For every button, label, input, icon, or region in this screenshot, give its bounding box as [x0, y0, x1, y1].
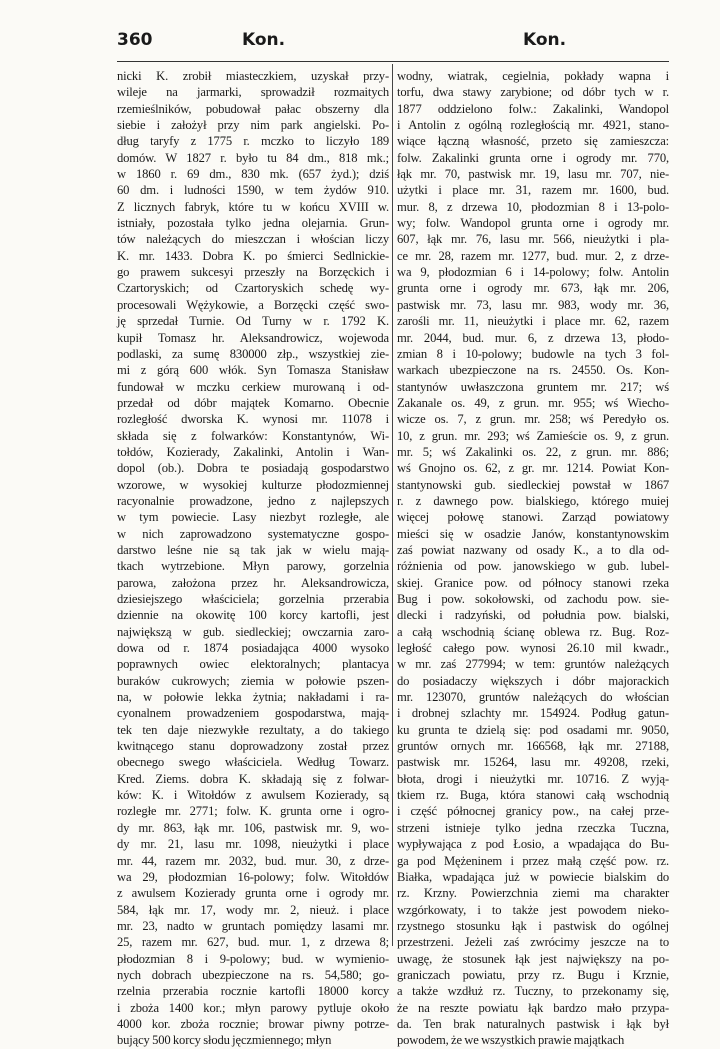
text-line: ga pod Mężeninem i przez małą część pow. rz.	[397, 853, 669, 868]
text-line: użytki i place mr. 31, razem mr. 1600, bud.	[397, 183, 669, 198]
text-line: zarośli mr. 11, nieużytki i place mr. 62, razem	[397, 314, 669, 329]
text-line: fundował w mczku cerkiew murowaną i od-	[117, 379, 389, 394]
text-line: dy mr. 21, lasu mr. 1098, nieużytki i place	[117, 837, 389, 852]
text-line: wa 29, płodozmian 16-polowy; folw. Witołdów	[117, 869, 389, 884]
text-line: tkach wytrzebione. Młyn parowy, gorzelnia	[117, 559, 389, 574]
text-line: Kred. Ziems. dobra K. składają się z folwar-	[117, 771, 389, 786]
text-line: dług taryfy z 1775 r. mczko to liczyło 189	[117, 134, 389, 149]
text-line: gruntów ornych mr. 166568, łąk mr. 27188,	[397, 739, 669, 754]
text-line: wy; folw. Wandopol grunta orne i ogrody mr.	[397, 216, 669, 231]
text-line: Z licznych fabryk, które tu w końcu XVIII w.	[117, 199, 389, 214]
text-line: do posiadaczy większych i dóbr majorackich	[397, 673, 669, 688]
text-line: racyonalnie prowadzone, jedno z najlepszych	[117, 493, 389, 508]
left-column	[117, 68, 389, 1048]
text-line: wa 9, płodozmian 6 i 14-polowy; folw. Antolin	[397, 265, 669, 280]
text-line: że na reszte powiatu łąk bardzo mało przypa-	[397, 1000, 669, 1015]
text-line: w tym powiecie. Lasy niezbyt rozległe, ale	[117, 510, 389, 525]
text-line: mr. 44, razem mr. 2032, bud. mur. 30, z drze-	[117, 853, 389, 868]
text-line: rzystnego stosunku łąk i pastwisk do ogólnej	[397, 918, 669, 933]
text-line: Białka, wpadająca już w powiecie bialskim do	[397, 869, 669, 884]
text-line: powodem, że we wszystkich prawie majątkach	[397, 1033, 625, 1048]
text-line: tołdów, Kozierady, Zakalinki, Antolin i Wan-	[117, 444, 389, 459]
right-column	[397, 68, 669, 1048]
text-line: mr. 123070, gruntów należących do włościan	[397, 690, 669, 705]
text-line: wś Gnojno os. 62, z gr. mr. 1214. Powiat Kon-	[397, 461, 669, 476]
text-line: mur. 8, z drzewa 10, płodozmian 8 i 13-polo-	[397, 199, 669, 214]
text-line: przestrzeni. Jeżeli zaś zwrócimy jeszcze na to	[397, 935, 669, 950]
text-line: skiej. Granice pow. od północy stanowi rzeka	[397, 575, 669, 590]
text-line: ków: K. i Witołdów z awulsem Kozierady, są	[117, 788, 389, 803]
text-line: obecnego swego właściciela. Według Towarz.	[117, 755, 389, 770]
text-line: Zakanale os. 49, z grun. mr. 955; wś Wiecho-	[397, 395, 669, 410]
text-line: graniczach powiatu, przy rz. Bugu i Krznie,	[397, 967, 669, 982]
text-line: mi z górą 600 włók. Syn Tomasza Stanisław	[117, 363, 389, 378]
text-line: podlaski, za sumę 830000 złp., wszystkiej zie-	[117, 346, 389, 361]
text-line: ję sprzedał Turnie. Od Turny w r. 1792 K.	[117, 314, 389, 329]
text-line: tkiem rz. Buga, która stanowi całą wschodnią	[397, 788, 669, 803]
text-line: rz. Krzny. Powierzchnia ziemi ma charakter	[397, 886, 669, 901]
text-line: siebie i założył przy nim park angielski. Po-	[117, 118, 389, 133]
text-line: wiące łączną własność, przeto się zamieszcza:	[397, 134, 669, 149]
page-number: 360	[117, 30, 153, 50]
text-line: największą w gub. siedleckiej; owczarnia zaro-	[117, 624, 389, 639]
text-line: torfu, dwa stawy zarybione; od dóbr tych w r.	[397, 85, 669, 100]
text-line: w nich zaprowadzono systematyczne gospo-	[117, 526, 389, 541]
text-line: 60 dm. i ludności 1590, w tem żydów 910.	[117, 183, 389, 198]
text-line: zmian 8 i 10-polowy; budowle na tych 3 fol-	[397, 346, 669, 361]
text-line: uwagę, że stosunek łąk jest największy na po-	[397, 951, 669, 966]
text-line: folw. Zakalinki grunta orne i ogrody mr. 770,	[397, 150, 669, 165]
text-line: 584, łąk mr. 17, wody mr. 2, nieuż. i place	[117, 902, 389, 917]
text-line: 607, łąk mr. 76, lasu mr. 566, nieużytki i pla-	[397, 232, 669, 247]
text-line: ku grunta te dzielą się: pod osadami mr. 9050,	[397, 722, 669, 737]
text-line: buraków cukrowych; ziemia w połowie pszen-	[117, 673, 389, 688]
text-line: dziennie na okowitę 100 korcy kartofli, jest	[117, 608, 389, 623]
text-line: 25, razem mr. 627, bud. mur. 1, z drzewa 8;	[117, 935, 389, 950]
text-line: i część północnej granicy pow., na całej prze-	[397, 804, 669, 819]
text-line: dopol (ob.). Dobra te posiadają gospodarstwo	[117, 461, 389, 476]
text-line: rzemieślników, pobudował pałac obszerny dla	[117, 101, 389, 116]
text-line: pastwisk mr. 15264, lasu mr. 49208, rzeki,	[397, 755, 669, 770]
text-line: stantynowski gub. siedleckiej powstał w 1867	[397, 477, 669, 492]
text-line: dziesiejszego właściciela; gorzelnia przerabia	[117, 592, 389, 606]
text-line: mr. 23, nadto w gruntach pomiędzy lasami mr.	[117, 918, 389, 933]
text-line: K. mr. 1433. Dobra K. po śmierci Sedlnickie-	[117, 248, 389, 263]
text-line: dy mr. 863, łąk mr. 106, pastwisk mr. 9, wo-	[117, 820, 389, 835]
text-line: więcej połowę stanowi. Zarząd powiatowy	[397, 510, 669, 525]
right-running-title: Kon.	[523, 30, 567, 50]
text-line: istniały, pozostała tylko jedna olejarnia. Grun-	[117, 216, 389, 231]
header-rule	[117, 61, 669, 62]
text-line: kupił Tomasz hr. Aleksandrowicz, wojewoda	[117, 330, 389, 345]
text-line: go prawem sukcesyi przeszły na Borzęckich i	[117, 265, 389, 280]
text-line: mieści się w osadzie Janów, konstantynowskim	[397, 526, 669, 541]
text-line: pastwisk mr. 73, lasu mr. 983, wody mr. 36,	[397, 297, 669, 312]
text-line: warkach ubezpieczone na rs. 24550. Os. Kon-	[397, 363, 669, 378]
text-line: nicki K. zrobił miasteczkiem, uzyskał przy-	[117, 69, 389, 83]
text-line: da. Ten brak naturalnych pastwisk i łąk był	[397, 1016, 669, 1031]
text-line: w 1860 r. 69 dm., 830 mk. (657 żyd.); dziś	[117, 167, 389, 182]
text-line: darstwo leśne nie są tak jak w wielu mają-	[117, 542, 389, 557]
text-line: stantynów uwłaszczona gruntem mr. 217; wś	[397, 379, 669, 394]
text-line: bujący 500 korcy słodu jęczmiennego; młyn	[117, 1033, 332, 1048]
text-line: wodny, wiatrak, cegielnia, pokłady wapna i	[397, 69, 669, 83]
text-line: procesowali Wężykowie, a Borzęcki część swo-	[117, 297, 389, 312]
text-line: tów należących do mieszczan i włościan liczy	[117, 232, 389, 247]
text-line: a także wzdłuż rz. Tuczny, to przekonamy się,	[397, 984, 669, 999]
text-line: i Antolin z ogólną rozległością mr. 4921, stano-	[397, 118, 669, 133]
text-line: cyonalnem prowadzeniem gospodarstwa, mają-	[117, 706, 389, 721]
text-line: strzeni istnieje tylko jedna rzeczka Tuczna,	[397, 820, 669, 835]
text-line: rozległość dworska K. wynosi mr. 11078 i	[117, 412, 389, 427]
text-line: a całą wschodnią ścianę oblewa rz. Bug. Roz-	[397, 624, 669, 639]
text-line: wileje na jarmarki, sprowadził rozmaitych	[117, 85, 389, 100]
text-line: domów. W 1827 r. było tu 84 dm., 818 mk.;	[117, 150, 389, 165]
text-line: wzgórkowaty, i to także jest powodem nieko-	[397, 902, 669, 917]
text-line: mr. 2044, bud. mur. 6, z drzewa 13, płodo-	[397, 330, 669, 345]
text-line: 10, z grun. mr. 293; wś Zamieście os. 9, z grun.	[397, 428, 669, 443]
text-line: płodozmian 8 i 9-polowy; bud. w wymienio-	[117, 951, 389, 966]
text-line: mr. 5; wś Zakalinki os. 22, z grun. mr. 886;	[397, 444, 669, 459]
text-line: Czartoryskich; od Czartoryskich schedę wy-	[117, 281, 389, 296]
text-line: tek ten daje niezwykłe rezultaty, a do takiego	[117, 722, 389, 737]
text-line: wicze os. 7, z grun. mr. 258; wś Peredyło os.	[397, 412, 669, 427]
text-line: Bug i pow. sokołowski, od zachodu pow. sie-	[397, 592, 669, 606]
text-line: ce mr. 28, razem mr. 1277, bud. mur. 2, z drze-	[397, 248, 669, 263]
text-line: i zboża 1400 kor.; młyn parowy pytluje około	[117, 1000, 389, 1015]
text-line: zaś powiat nazwany od osady K., a to dla od-	[397, 542, 669, 557]
left-running-title: Kon.	[242, 30, 286, 50]
text-line: przedał od dóbr majątek Komarno. Obecnie	[117, 395, 389, 410]
text-line: dowa od r. 1874 posiadająca 4000 wysoko	[117, 641, 389, 656]
text-line: poprawnych owiec elektoralnych; plantacya	[117, 657, 389, 672]
text-line: kwitnącego stanu doprowadzony został przez	[117, 739, 389, 754]
text-line: z awulsem Kozierady grunta orne i ogrody mr.	[117, 886, 389, 901]
text-line: składa się z folwarków: Konstantynów, Wi-	[117, 428, 389, 443]
text-line: rzelnia przerabia rocznie kartofli 18000 korcy	[117, 984, 389, 999]
running-header	[117, 30, 669, 54]
text-line: r. z dawnego pow. bialskiego, którego muiej	[397, 493, 669, 508]
text-line: rozległe mr. 2771; folw. K. grunta orne i ogro-	[117, 804, 389, 819]
text-line: wzorowe, w wysokiej kulturze płodozmiennej	[117, 477, 389, 492]
text-line: parowa, założona przez hr. Aleksandrowicza,	[117, 575, 389, 590]
text-line: wypływająca z pod Łosio, a wpadająca do Bu-	[397, 837, 669, 852]
text-line: błota, drogi i nieużytki mr. 10716. Z wyją-	[397, 771, 669, 786]
text-line: grunta orne i ogrody mr. 673, łąk mr. 206,	[397, 281, 669, 296]
text-line: ległość całego pow. wynosi 26.10 mil kwadr.,	[397, 641, 669, 656]
text-line: w mr. zaś 277994; w tem: gruntów należących	[397, 657, 669, 672]
text-line: 4000 kor. zboża rocznie; browar piwny potrze-	[117, 1016, 389, 1031]
text-line: różnienia od pow. janowskiego w gub. lubel-	[397, 559, 669, 574]
text-line: nych dobrach ubezpieczone na rs. 54,580; go-	[117, 967, 389, 982]
text-line: dlecki i radzyński, od południa pow. bialski,	[397, 608, 669, 623]
column-divider	[392, 64, 393, 946]
text-line: łąk mr. 70, pastwisk mr. 19, lasu mr. 707, nie-	[397, 167, 669, 182]
text-line: i drobnej szlachty mr. 154924. Podług gatun-	[397, 706, 669, 721]
text-line: na, w połowie lekka żytnia; nakładami i ra-	[117, 690, 389, 705]
text-line: 1877 oddzielono folw.: Zakalinki, Wandopol	[397, 101, 669, 116]
